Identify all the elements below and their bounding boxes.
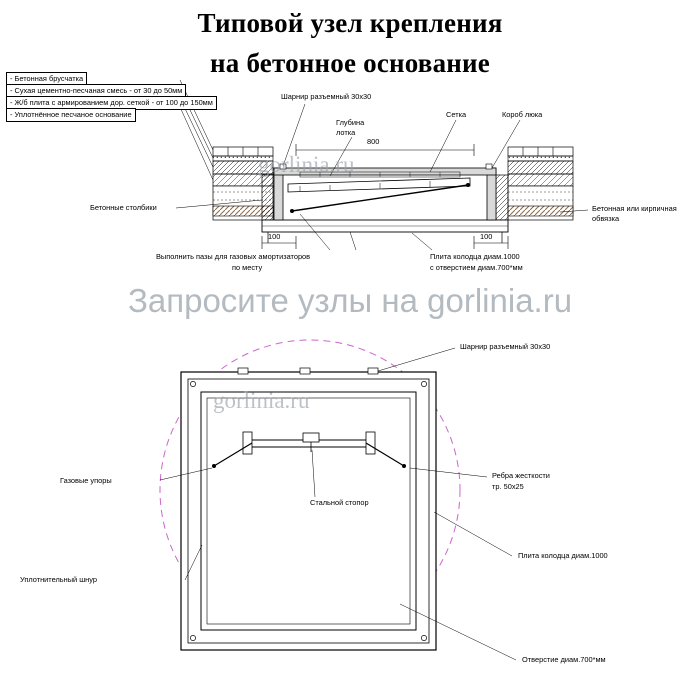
- callout-gas-struts: Газовые упоры: [60, 476, 112, 485]
- watermark-bottom: gorlinia.ru: [213, 388, 310, 413]
- callout-well-slab-line2: с отверстием диам.700*мм: [430, 263, 523, 272]
- callout-mesh: Сетка: [446, 110, 467, 119]
- legend-item-cement-sand: - Сухая цементно-песчаная смесь - от 30 до 50мм: [6, 84, 186, 98]
- dimension-800: 800: [367, 137, 380, 146]
- legend-item-rc-slab: - Ж/б плита с армированием дор. сеткой - от 100 до 150мм: [6, 96, 217, 110]
- legend-item-paving: - Бетонная брусчатка: [6, 72, 87, 86]
- dimension-left-100: 100: [268, 232, 281, 241]
- callout-concrete-posts: Бетонные столбики: [90, 203, 157, 212]
- callout-concrete-brick-line1: Бетонная или кирпичная: [592, 204, 677, 213]
- callout-steel-stopper: Стальной стопор: [310, 498, 369, 507]
- callout-hinge-section: Шарнир разъемный 30х30: [281, 92, 372, 101]
- callout-tray-depth-line2: лотка: [336, 128, 356, 137]
- callout-grooves-line2: по месту: [232, 263, 263, 272]
- callout-grooves-line1: Выполнить пазы для газовых амортизаторов: [156, 252, 311, 261]
- callout-ribs-line1: Ребра жесткости: [492, 471, 550, 480]
- callout-hinge-plan: Шарнир разъемный 30х30: [460, 342, 551, 351]
- watermark-top: gorlinia.ru: [258, 152, 355, 177]
- callout-seal-cord: Уплотнительный шнур: [20, 575, 97, 584]
- callout-hatch-box: Короб люка: [502, 110, 543, 119]
- dimension-right-100: 100: [480, 232, 493, 241]
- callout-well-slab-line1: Плита колодца диам.1000: [430, 252, 520, 261]
- ground-layers-right: [508, 147, 573, 220]
- watermark-main: Запросите узлы на gorlinia.ru: [127, 282, 573, 319]
- callout-concrete-brick-line2: обвязка: [592, 214, 620, 223]
- callout-ribs-line2: тр. 50х25: [492, 482, 524, 491]
- callout-opening: Отверстие диам.700*мм: [522, 655, 606, 664]
- legend-item-sand-base: - Уплотнённое песчаное основание: [6, 108, 136, 122]
- page-title-line-2: на бетонное основание: [210, 48, 490, 78]
- callout-well-slab-plan: Плита колодца диам.1000: [518, 551, 608, 560]
- callout-tray-depth-line1: Глубина: [336, 118, 365, 127]
- page-title-line-1: Типовой узел крепления: [197, 8, 503, 38]
- well-slab-section: [262, 220, 508, 243]
